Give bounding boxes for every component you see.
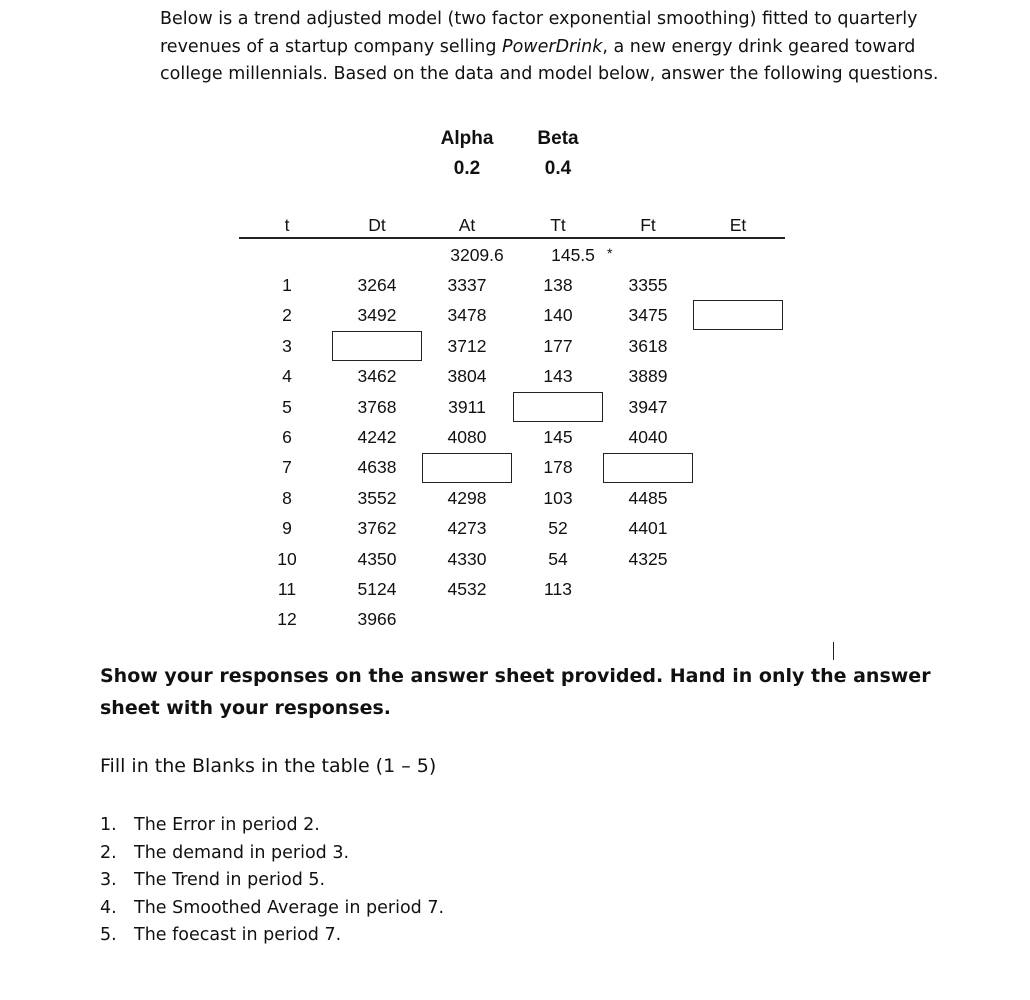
alpha-param — [436, 124, 498, 184]
cell-ft-period-8: 4485 — [628, 487, 668, 508]
cell-ft-period-9: 4401 — [628, 518, 668, 539]
question-item — [100, 895, 444, 923]
cell-dt-period-2: 3492 — [357, 305, 397, 326]
cell-t-period-12: 12 — [277, 609, 297, 630]
fill-prompt: Fill in the Blanks in the table (1 – 5) — [100, 755, 437, 777]
cell-t-period-7: 7 — [282, 457, 292, 478]
alpha-value: 0.2 — [453, 158, 481, 179]
beta-value: 0.4 — [544, 158, 572, 179]
question-number: 5. — [100, 925, 117, 946]
cell-t-period-6: 6 — [282, 427, 292, 447]
alpha-label: Alpha — [440, 128, 494, 149]
header-tt: Tt — [550, 215, 566, 235]
cell-ft-period-3: 3618 — [628, 335, 668, 356]
question-number: 4. — [100, 897, 117, 918]
cell-t-period-2: 2 — [282, 305, 292, 326]
blank-error-period-2[interactable] — [693, 300, 783, 330]
cell-dt-period-12: 3966 — [357, 609, 397, 630]
header-rule — [239, 237, 785, 239]
question-text: The Smoothed Average in period 7. — [134, 897, 445, 918]
cell-tt-period-6: 145 — [543, 427, 573, 447]
instructions: Show your responses on the answer sheet provided. Hand in only the answer sheet with your responses. — [100, 665, 931, 719]
question-text: The Error in period 2. — [134, 815, 320, 835]
cell-ft-period-10: 4325 — [628, 548, 668, 569]
cell-t-period-1: 1 — [282, 275, 292, 295]
initial-footnote-star: * — [607, 245, 613, 261]
question-number: 2. — [100, 842, 117, 863]
beta-label: Beta — [537, 128, 579, 149]
cell-ft-period-6: 4040 — [628, 427, 668, 447]
blank-demand-period-3[interactable] — [332, 331, 422, 361]
initial-tt: 145.5 — [551, 245, 595, 265]
cell-dt-period-1: 3264 — [357, 275, 397, 295]
cell-ft-period-2: 3475 — [628, 305, 668, 326]
cell-t-period-10: 10 — [277, 548, 297, 569]
cell-dt-period-9: 3762 — [357, 518, 397, 539]
cell-tt-period-1: 138 — [543, 275, 573, 295]
cell-tt-period-7: 178 — [543, 457, 573, 478]
text-cursor — [833, 642, 834, 660]
cell-t-period-11: 11 — [277, 579, 297, 599]
cell-tt-period-2: 140 — [543, 305, 573, 326]
cell-dt-period-5: 3768 — [357, 396, 397, 417]
cell-tt-period-11: 113 — [544, 579, 572, 599]
initial-at: 3209.6 — [450, 245, 504, 265]
cell-dt-period-7: 4638 — [357, 457, 397, 478]
cell-ft-period-1: 3355 — [628, 275, 668, 295]
question-number: 1. — [100, 815, 117, 835]
cell-tt-period-3: 177 — [543, 335, 573, 356]
question-list — [100, 812, 444, 950]
cell-dt-period-10: 4350 — [357, 548, 397, 569]
cell-ft-period-4: 3889 — [628, 366, 668, 387]
cell-t-period-5: 5 — [282, 396, 292, 417]
cell-at-period-11: 4532 — [447, 579, 487, 599]
beta-param — [530, 124, 586, 184]
cell-dt-period-4: 3462 — [357, 366, 397, 387]
cell-tt-period-9: 52 — [548, 518, 568, 539]
blank-average-period-7[interactable] — [422, 453, 512, 483]
cell-t-period-3: 3 — [282, 335, 292, 356]
question-text: The Trend in period 5. — [134, 870, 326, 891]
blank-forecast-period-7[interactable] — [603, 453, 693, 483]
cell-at-period-4: 3804 — [447, 366, 487, 387]
header-dt: Dt — [368, 215, 386, 235]
cell-dt-period-6: 4242 — [357, 427, 397, 447]
product-name: PowerDrink — [502, 36, 603, 57]
problem-intro — [160, 6, 960, 89]
cell-at-period-8: 4298 — [447, 487, 487, 508]
cell-ft-period-5: 3947 — [628, 396, 668, 417]
cell-at-period-10: 4330 — [447, 548, 487, 569]
cell-at-period-2: 3478 — [447, 305, 487, 326]
intro-text-before: Below is a trend adjusted model (two factor exponential smoothing) fitted to quarterly revenues of a startup company selling — [160, 9, 918, 57]
question-item — [100, 867, 444, 895]
cell-at-period-3: 3712 — [447, 335, 487, 356]
intro-text-after: , a new energy drink geared toward college millennials. Based on the data and model below, answer the following questions. — [160, 36, 939, 84]
blank-trend-period-5[interactable] — [513, 392, 603, 422]
question-number: 3. — [100, 870, 117, 891]
question-text: The demand in period 3. — [134, 842, 350, 863]
cell-at-period-5: 3911 — [448, 396, 486, 417]
header-at: At — [458, 215, 476, 235]
header-ft: Ft — [640, 215, 656, 235]
cell-tt-period-10: 54 — [548, 548, 568, 569]
cell-t-period-8: 8 — [282, 487, 292, 508]
cell-dt-period-11: 5124 — [357, 579, 397, 599]
cell-t-period-4: 4 — [282, 366, 292, 387]
cell-at-period-9: 4273 — [447, 518, 487, 539]
cell-dt-period-8: 3552 — [357, 487, 397, 508]
header-et: Et — [729, 215, 747, 235]
question-item — [100, 812, 444, 840]
cell-t-period-9: 9 — [282, 518, 292, 539]
question-text: The foecast in period 7. — [134, 925, 342, 946]
question-item — [100, 840, 444, 868]
cell-at-period-6: 4080 — [447, 427, 487, 447]
question-item — [100, 922, 444, 950]
cell-at-period-1: 3337 — [447, 275, 487, 295]
cell-tt-period-4: 143 — [543, 366, 573, 387]
header-t: t — [284, 215, 290, 235]
cell-tt-period-8: 103 — [543, 487, 573, 508]
